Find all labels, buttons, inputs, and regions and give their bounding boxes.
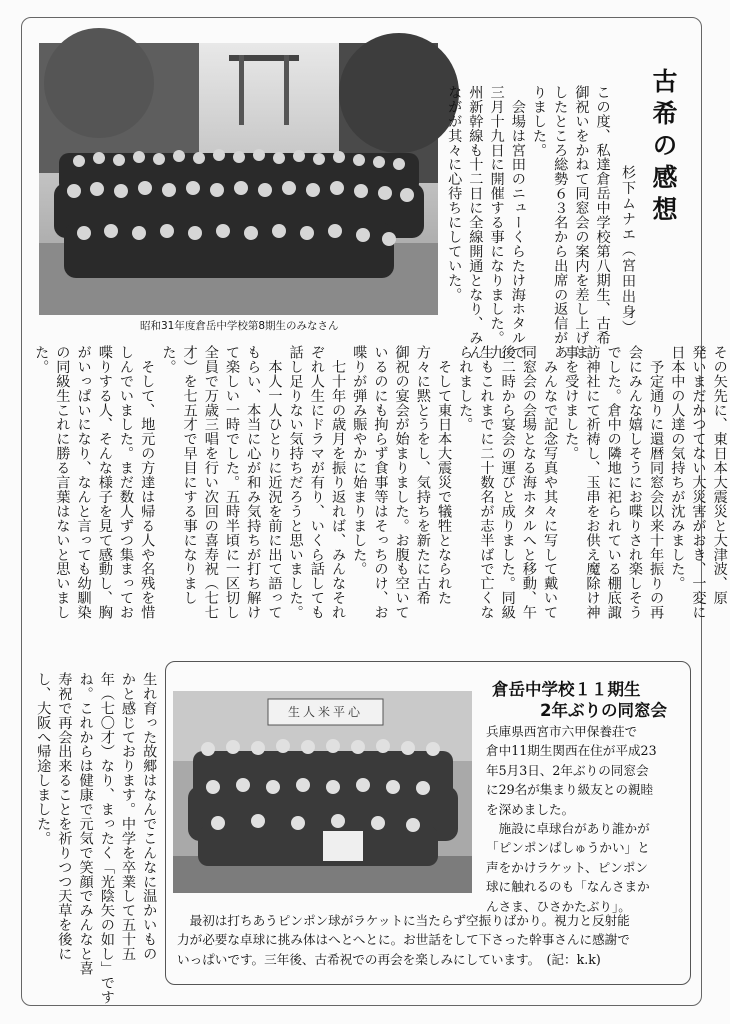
article-author: 杉下ムナエ（宮田出身） [620, 165, 636, 336]
article2-title-line2: 2年ぶりの同窓会 [540, 701, 667, 720]
banner-text: 生人米平心 [287, 705, 363, 719]
group-photo-8th-class [39, 43, 438, 315]
group-photo-11th-class [173, 691, 472, 893]
article2-side-text: 兵庫県西宮市六甲保養荘で 倉中11期生関西在住が平成23 年5月3日、2年ぶりの同窓会 に29名が集まり級友との親睦 を深めました。 施設に卓球台があり誰かが 「ピンポンぱしゅうかい」と 声をかけラケット、ピンポン 球に触れるのも「なんさまか んさま、ひさかたぶり」。 [486, 724, 657, 914]
article2-title-line1: 倉岳中学校１１期生 [492, 680, 641, 699]
article2-bottom-text: 最初は打ちあうピンポン球がラケットに当たらず空振りばかり。視力と反射能 力が必要な卓球に挑み体はへとへとに。お世話をして下さった幹事さんに感謝で いっぱいです。三年後、古希祝での再会を楽しみにしています。 (記：k.k) [177, 913, 630, 967]
article-text-middle: その矢先に、東日本大震災と大津波、原 発いまだかつてない大災害がおき、一変に 日本中の人達の気持ちが沈みました。 予定通りに還暦同窓会以来十年振りの再 会にみんな嬉しそうにお喋りされ楽しそう でした。倉中の隣地に祀られている棚底諏 訪神社にて祈祷し、玉串をお供え魔除け神 事を受けました。 みんなで記念写真や其々に写して戴いて 同窓会の会場となる海ホタルへと移動、午 後二時から宴会の運びと成りました。同級 生もこれまでに二十数名が志半ばで亡くな られました。 そして東日本大震災で犠牲となられた 方々に黙とうをし、気持ちを新たに古希 御祝の宴会が始まりました。お腹も空いて いるのにも拘らず食事等はそっちのけ、お 喋りが弾み賑やかに始まりました。 七十年の歳月を振り返れば、みんなそれ ぞれ人生にドラマが有り、いくら話しても 話し足りない気持ちだろうと思いました。 本人一人ひとりに近況を前に出て語って もらい、本当に心が和み気持ちが打ち解け て楽しい一時でした。五時半頃に一区切し 全員で万歳三唱を行い次回の喜寿祝（七七 才）を七五才で早目にする事になりまし た。 そして、地元の方達は帰る人や名残を惜 しんでいました。まだ数人ずつ集まってお 喋りする人、そんな様子を見て感動し、胸 がいっぱいになり、なんと言っても幼馴染 の同級生これに勝る言葉はないと思いまし た。 [33, 345, 728, 620]
article-text-top: この度、私達倉岳中学校第八期生、古希 御祝いをかねて同窓会の案内を差し上げま したところ総勢６３名から出席の返信があ りました。 会場は宮田のニューくらたけ海ホタルで 三月十九日に開催する事になりました。九 州新幹線も十二日に全線開通となり、みん ながが其々に心待ちにしていた。 [446, 85, 611, 360]
article-text-bottom: 生れ育った故郷はなんでこんなに温かいもの かと感じております。中学を卒業して五十五 年（七〇才）なり、まったく「光陰矢の如し」です ね。これからは健康で元気で笑顔でみんなと喜 寿祝で再会出来ることを祈りつつ天草を後に し、大阪へ帰途しました。 [35, 672, 158, 1005]
article-title: 古希の感想 [649, 68, 678, 228]
group-photo2-graphic [173, 691, 472, 893]
group-photo-graphic [39, 43, 438, 315]
photo-caption: 昭和31年度倉岳中学校第8期生のみなさん [140, 320, 339, 332]
